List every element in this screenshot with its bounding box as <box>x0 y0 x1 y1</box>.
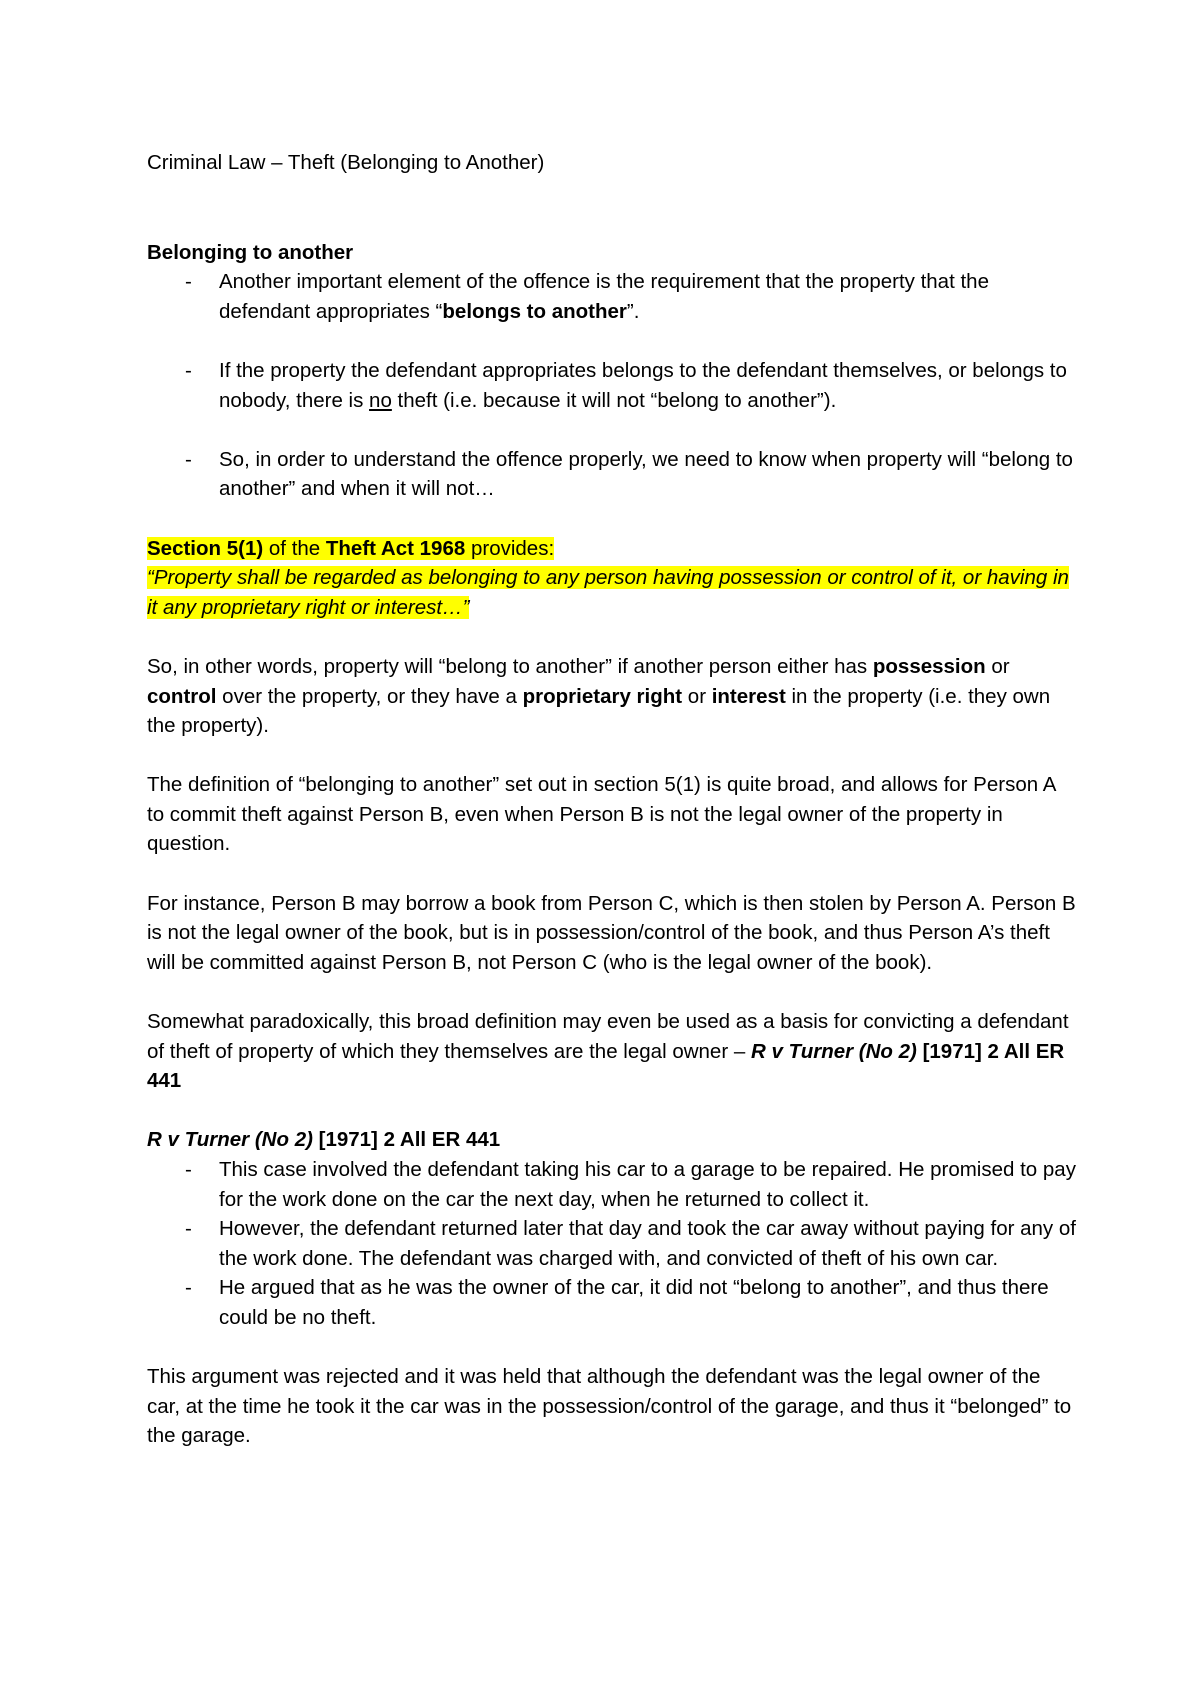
case-name: R v Turner (No 2) <box>147 1128 313 1152</box>
belonging-bullet-list <box>147 267 1077 504</box>
paragraph-text: in the property (i.e. they own the property). <box>147 684 1051 738</box>
paragraph-text: or <box>682 684 712 708</box>
statute-quote <box>147 563 1077 622</box>
statute-text: provides: <box>465 536 555 560</box>
paragraph-text: over the property, or they have a <box>216 684 523 708</box>
statute-quote-text: “Property shall be regarded as belonging to any person having possession or control of it, or having in it any proprietary right or interest…” <box>147 566 1069 619</box>
statute-heading <box>147 534 1077 564</box>
statute-section-ref: Section 5(1) <box>147 536 264 560</box>
bullet-text: If the property the defendant appropriates belongs to the defendant themselves, or belongs to nobody, there is <box>219 358 1067 412</box>
case-bullet-list <box>147 1155 1077 1333</box>
bullet-text: Another important element of the offence is the requirement that the property that the defendant appropriates “ <box>219 270 989 323</box>
bullet-item: - This case involved the defendant taking his car to a garage to be repaired. He promised to pay for the work done on the car the next day, when he returned to collect it. <box>147 1155 1077 1214</box>
case-heading <box>147 1125 1077 1155</box>
paragraph-conclusion: This argument was rejected and it was held that although the defendant was the legal owner of the car, at the time he took it the car was in the possession/control of the garage, and thus it “belonged” to the garage. <box>147 1365 1072 1448</box>
bullet-text: theft (i.e. because it will not “belong to another”). <box>391 388 837 412</box>
paragraph-example: For instance, Person B may borrow a book from Person C, which is then stolen by Person A. Person B is not the legal owner of the book, but is in possession/control of the book, and thus Person A’s theft will be committed against Person B, not Person C (who is the legal owner of the book). <box>147 891 1076 974</box>
paragraph-paradox <box>147 1007 1077 1096</box>
bold-term: interest <box>711 684 786 708</box>
bullet-bold-text: belongs to another <box>442 299 627 323</box>
statute-act-name: Theft Act 1968 <box>325 536 466 560</box>
bold-term: possession <box>872 654 986 678</box>
bullet-item: - However, the defendant returned later that day and took the car away without paying for any of the work done. The defendant was charged with, and convicted of theft of his own car. <box>147 1214 1077 1273</box>
paragraph-text: or <box>985 654 1010 678</box>
bullet-item <box>147 267 1077 326</box>
paragraph-text: Somewhat paradoxically, this broad definition may even be used as a basis for convicting a defendant of theft of property of which they themselves are the legal owner – <box>147 1010 1069 1063</box>
statute-text: of the <box>263 536 326 560</box>
statute-block <box>147 534 1077 623</box>
bullet-item: - He argued that as he was the owner of the car, it did not “belong to another”, and thus there could be no theft. <box>147 1273 1077 1332</box>
bullet-item <box>147 445 1077 504</box>
paragraph-text: So, in other words, property will “belong to another” if another person either has <box>147 654 873 678</box>
section-heading-belonging: Belonging to another <box>147 240 354 264</box>
case-name: R v Turner (No 2) <box>750 1039 917 1063</box>
case-citation: [1971] 2 All ER 441 <box>312 1128 501 1152</box>
bold-term: control <box>147 684 217 708</box>
document-title: Criminal Law – Theft (Belonging to Another) <box>147 151 545 174</box>
paragraph-other-words <box>147 652 1077 741</box>
bold-term: proprietary right <box>522 684 683 708</box>
bullet-text: So, in order to understand the offence properly, we need to know when property will “belong to another” and when it will not… <box>219 447 1073 501</box>
case-citation: [1971] 2 All ER 441 <box>147 1039 1065 1093</box>
paragraph-definition: The definition of “belonging to another” set out in section 5(1) is quite broad, and allows for Person A to commit theft against Person B, even when Person B is not the legal owner of the property in question. <box>147 773 1056 856</box>
bullet-underlined-text: no <box>369 388 392 412</box>
bullet-text: ”. <box>626 299 640 323</box>
document-body <box>147 148 1077 1451</box>
bullet-item <box>147 356 1077 415</box>
